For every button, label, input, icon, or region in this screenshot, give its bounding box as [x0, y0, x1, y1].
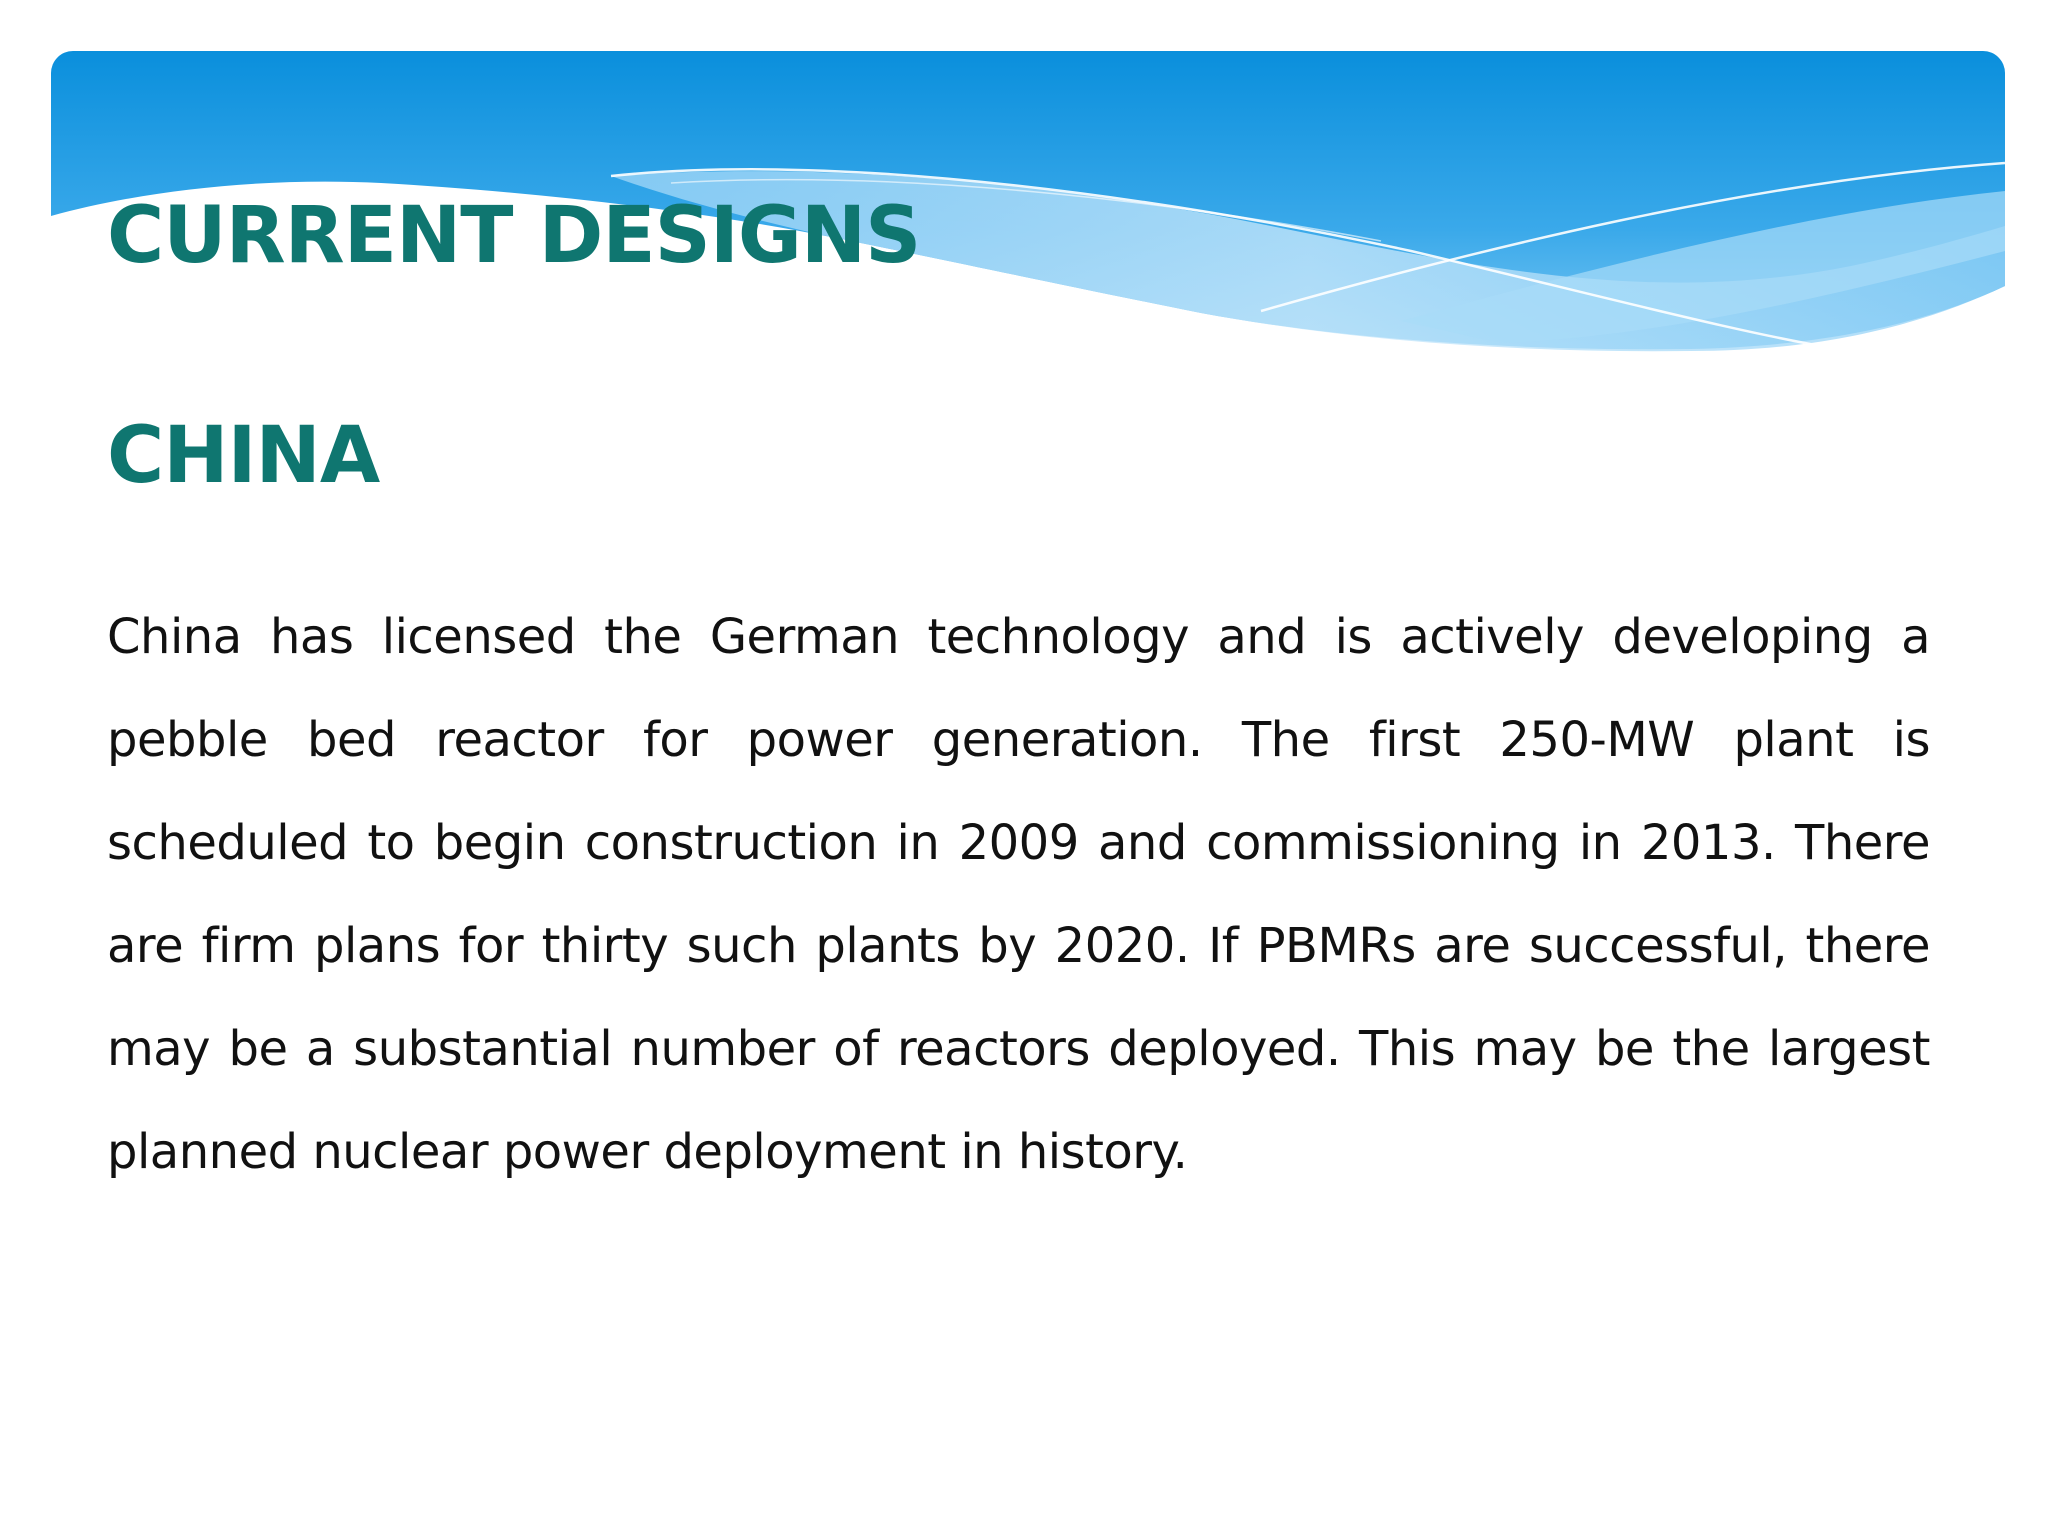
slide-title: CURRENT DESIGNS: [107, 191, 921, 281]
section-heading: CHINA: [107, 411, 380, 501]
body-paragraph: China has licensed the German technology and is actively developing a pebble bed reactor for power generation. The first 250-MW plant is scheduled to begin construction in 2009 and commissioning in 2013. There are firm plans for thirty such plants by 2020. If PBMRs are successful, there may be a substantial number of reactors deployed. This may be the largest planned nuclear power deployment in history.: [107, 609, 1930, 1180]
